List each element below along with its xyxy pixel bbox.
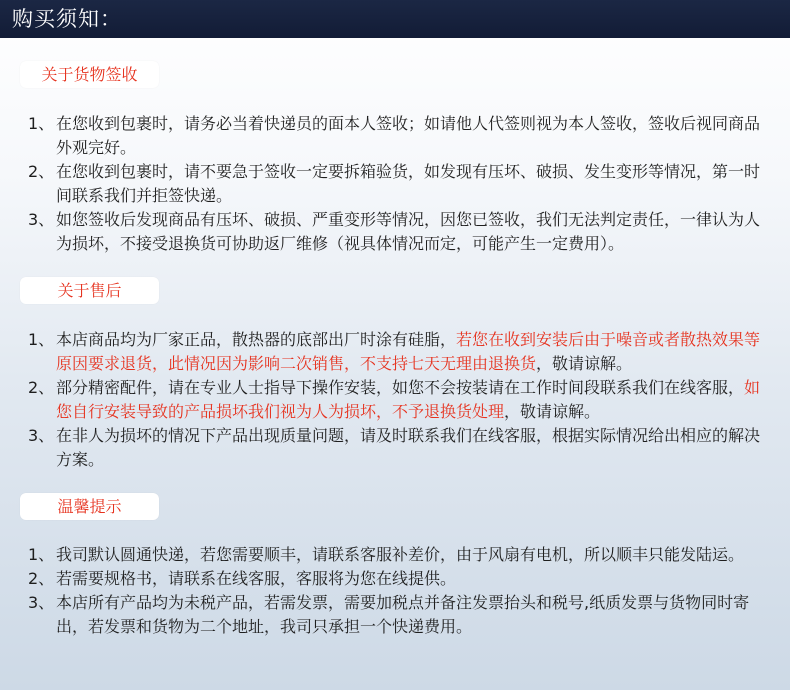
item-text: 若需要规格书，请联系在线客服，客服将为您在线提供。 [56, 569, 457, 588]
list-item [28, 160, 768, 208]
item-number: 1、 [28, 545, 55, 564]
item-text: 在非人为损坏的情况下产品出现质量问题，请及时联系我们在线客服，根据实际情况给出相应的解决方案。 [56, 426, 761, 469]
section-label-after-sales: 关于售后 [20, 277, 159, 304]
signing-list [28, 112, 768, 256]
after-sales-list [28, 328, 768, 472]
list-item [28, 424, 768, 472]
page-header [0, 0, 790, 38]
item-text: ，敬请谅解。 [504, 402, 601, 421]
item-number: 1、 [28, 330, 55, 349]
item-text: 本店商品均为厂家正品，散热器的底部出厂时涂有硅脂， [56, 330, 457, 349]
list-item [28, 543, 768, 567]
item-number: 1、 [28, 114, 55, 133]
item-number: 2、 [28, 162, 55, 181]
list-item [28, 567, 768, 591]
section-label-signing: 关于货物签收 [20, 61, 159, 88]
list-item [28, 208, 768, 256]
list-item [28, 112, 768, 160]
highlighted-notice: 若您在收到安装后由于噪音或者散热效果等原因要求退货，此情况因为影响二次销售，不支持七天无理由退换货 [56, 330, 761, 373]
item-number: 3、 [28, 426, 55, 445]
item-number: 3、 [28, 593, 55, 612]
tips-list [28, 543, 768, 639]
item-text: 如您签收后发现商品有压坏、破损、严重变形等情况，因您已签收，我们无法判定责任，一律认为人为损坏，不接受退换货可协助返厂维修（视具体情况而定，可能产生一定费用）。 [56, 210, 761, 253]
item-number: 2、 [28, 569, 55, 588]
list-item [28, 328, 768, 376]
item-text: 本店所有产品均为未税产品，若需发票，需要加税点并备注发票抬头和税号,纸质发票与货物同时寄出，若发票和货物为二个地址，我司只承担一个快递费用。 [56, 593, 750, 636]
item-number: 3、 [28, 210, 55, 229]
item-number: 2、 [28, 378, 55, 397]
item-text: ，敬请谅解。 [536, 354, 633, 373]
page-title: 购买须知： [12, 7, 122, 31]
highlighted-notice: 如您自行安装导致的产品损坏我们视为人为损坏，不予退换货处理 [56, 378, 761, 421]
item-text: 在您收到包裹时，请务必当着快递员的面本人签收；如请他人代签则视为本人签收，签收后视同商品外观完好。 [56, 114, 761, 157]
section-label-tips: 温馨提示 [20, 493, 159, 520]
item-text: 在您收到包裹时，请不要急于签收一定要拆箱验货，如发现有压坏、破损、发生变形等情况，第一时间联系我们并拒签快递。 [56, 162, 761, 205]
list-item [28, 376, 768, 424]
list-item [28, 591, 768, 639]
item-text: 部分精密配件，请在专业人士指导下操作安装，如您不会按装请在工作时间段联系我们在线客服， [56, 378, 745, 397]
item-text: 我司默认圆通快递，若您需要顺丰，请联系客服补差价，由于风扇有电机，所以顺丰只能发陆运。 [56, 545, 745, 564]
